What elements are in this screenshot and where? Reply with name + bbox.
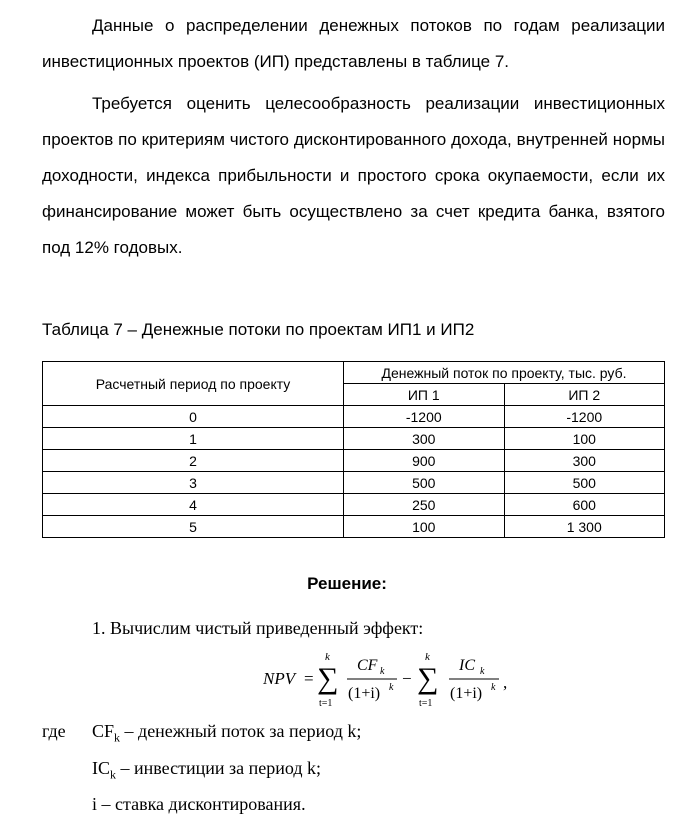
formula-lhs: NPV — [263, 669, 296, 688]
ip2-cell: 300 — [504, 450, 665, 472]
ip2-cell: -1200 — [504, 406, 665, 428]
fraction-1-numerator: CF — [357, 657, 378, 674]
ip2-header: ИП 2 — [504, 384, 665, 406]
fraction-1-denominator: (1+i) — [348, 685, 381, 702]
formula-minus: − — [402, 669, 412, 688]
formula-equals: = — [304, 669, 314, 688]
definition-text: – ставка дисконтирования. — [97, 794, 306, 815]
fraction-2-denominator: (1+i) — [450, 685, 483, 702]
fraction-2-power: k — [491, 682, 496, 693]
period-header: Расчетный период по проекту — [43, 362, 344, 406]
sum-1-icon: ∑ — [317, 662, 339, 695]
ip1-cell: 900 — [344, 450, 505, 472]
step-1-text: 1. Вычислим чистый приведенный эффект: — [92, 618, 424, 638]
table-row — [43, 516, 665, 538]
period-cell: 0 — [43, 406, 344, 428]
definition-ic — [42, 753, 361, 790]
intro-paragraph — [42, 8, 665, 80]
fraction-1-power: k — [389, 682, 394, 693]
ip1-cell: 250 — [344, 494, 505, 516]
period-cell: 4 — [43, 494, 344, 516]
period-cell: 5 — [43, 516, 344, 538]
period-cell: 3 — [43, 472, 344, 494]
sum-2-icon: ∑ — [417, 662, 439, 695]
definition-symbol: i — [92, 794, 98, 815]
ip2-cell: 500 — [504, 472, 665, 494]
ip1-header: ИП 1 — [344, 384, 505, 406]
fraction-2-numerator: IC — [459, 657, 475, 674]
table-row — [43, 428, 665, 450]
table-row — [43, 494, 665, 516]
fraction-2-numerator-sub: k — [480, 666, 485, 677]
task-text: Требуется оценить целесообразность реализации инвестиционных проектов по критериям чистого дисконтированного дохода, внутренней нормы доходности, индекса прибыльности и простого срока окупаемости, если их финансирование может быть осуществлено за счет кредита банка, взятого под 12% годовых. — [42, 94, 665, 257]
table-row — [43, 450, 665, 472]
definition-text: – денежный поток за период k; — [120, 721, 362, 741]
sum-2-upper: k — [425, 651, 430, 663]
table-caption: Таблица 7 – Денежные потоки по проектам ИП1 и ИП2 — [42, 320, 475, 339]
fraction-1-numerator-sub: k — [380, 666, 385, 677]
ip1-cell: -1200 — [344, 406, 505, 428]
npv-formula — [263, 650, 523, 710]
ip1-cell: 100 — [344, 516, 505, 538]
definition-i — [42, 789, 361, 826]
intro-text: Данные о распределении денежных потоков по годам реализации инвестиционных проектов (ИП) представлены в таблице 7. — [42, 16, 665, 71]
definition-cf — [42, 716, 361, 753]
task-paragraph — [42, 86, 665, 266]
sum-2-lower: t=1 — [419, 698, 433, 709]
sum-1-lower: t=1 — [319, 698, 333, 709]
ip2-cell: 600 — [504, 494, 665, 516]
definition-symbol: IC — [92, 757, 110, 778]
period-cell: 2 — [43, 450, 344, 472]
where-label: где — [42, 721, 66, 741]
ip2-cell: 100 — [504, 428, 665, 450]
cash-flow-group-header: Денежный поток по проекту, тыс. руб. — [344, 362, 665, 384]
definition-sub: k — [114, 730, 121, 745]
period-cell: 1 — [43, 428, 344, 450]
ip1-cell: 300 — [344, 428, 505, 450]
formula-comma: , — [503, 673, 508, 692]
table-row — [43, 472, 665, 494]
ip2-cell: 1 300 — [504, 516, 665, 538]
cash-flow-table — [42, 361, 665, 538]
definitions — [42, 716, 361, 826]
sum-1-upper: k — [325, 651, 330, 663]
solution-heading: Решение: — [307, 574, 387, 593]
definition-symbol: CF — [92, 721, 115, 741]
definition-text: – инвестиции за период k; — [116, 757, 321, 778]
definition-sub: k — [110, 767, 116, 782]
table-row — [43, 406, 665, 428]
ip1-cell: 500 — [344, 472, 505, 494]
